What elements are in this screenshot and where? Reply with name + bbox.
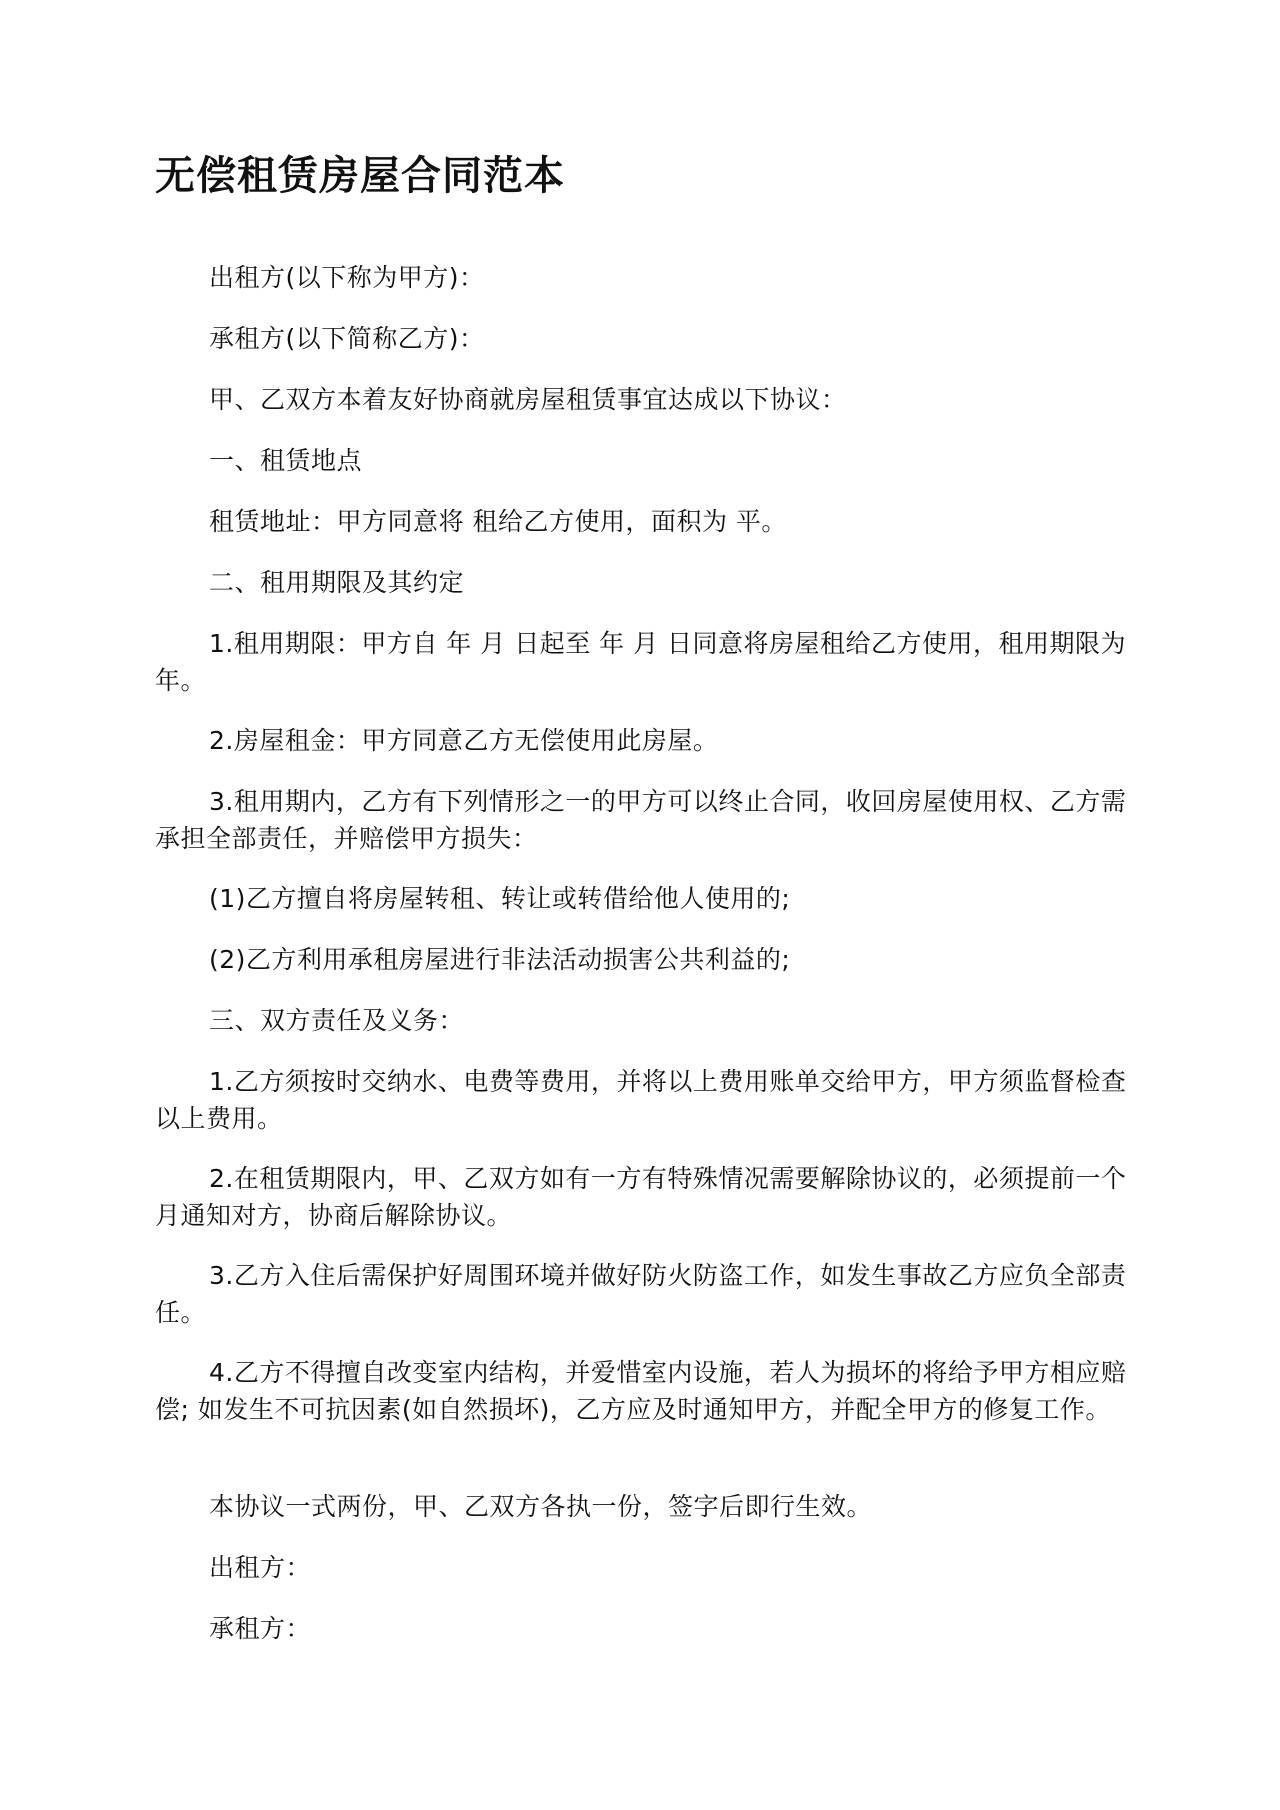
- term-clause-3-item-2: (2)乙方利用承租房屋进行非法活动损害公共利益的;: [209, 945, 791, 974]
- document-title: 无偿租赁房屋合同范本: [155, 153, 565, 199]
- signature-lessor: 出租方：: [209, 1553, 312, 1582]
- section-heading-location: 一、租赁地点: [209, 446, 363, 475]
- duty-clause-3: 3.乙方入住后需保护好周围环境并做好防火防盗工作，如发生事故乙方应负全部责任。: [155, 1261, 1127, 1327]
- lessee-line: 承租方(以下简称乙方)：: [209, 324, 485, 353]
- lease-address: 租赁地址：甲方同意将 租给乙方使用，面积为 平。: [209, 507, 787, 536]
- section-heading-term: 二、租用期限及其约定: [209, 568, 465, 597]
- effect-clause: 本协议一式两份，甲、乙双方各执一份，签字后即行生效。: [209, 1492, 873, 1521]
- duty-clause-1: 1.乙方须按时交纳水、电费等费用，并将以上费用账单交给甲方，甲方须监督检查以上费用。: [155, 1067, 1127, 1133]
- term-clause-3: 3.租用期内，乙方有下列情形之一的甲方可以终止合同，收回房屋使用权、乙方需承担全部责任，并赔偿甲方损失：: [155, 787, 1127, 853]
- term-clause-2: 2.房屋租金：甲方同意乙方无偿使用此房屋。: [209, 726, 719, 755]
- lessor-line: 出租方(以下称为甲方)：: [209, 263, 485, 292]
- agreement-intro: 甲、乙双方本着友好协商就房屋租赁事宜达成以下协议：: [209, 385, 847, 414]
- duty-clause-2: 2.在租赁期限内，甲、乙双方如有一方有特殊情况需要解除协议的，必须提前一个月通知对方，协商后解除协议。: [155, 1164, 1127, 1230]
- term-clause-3-item-1: (1)乙方擅自将房屋转租、转让或转借给他人使用的;: [209, 884, 791, 913]
- term-clause-1: 1.租用期限：甲方自 年 月 日起至 年 月 日同意将房屋租给乙方使用，租用期限为 年。: [155, 629, 1127, 695]
- section-heading-duties: 三、双方责任及义务：: [209, 1006, 465, 1035]
- signature-lessee: 承租方：: [209, 1614, 312, 1643]
- duty-clause-4: 4.乙方不得擅自改变室内结构，并爱惜室内设施，若人为损坏的将给予甲方相应赔偿; 如发生不可抗因素(如自然损坏)，乙方应及时通知甲方，并配全甲方的修复工作。: [155, 1358, 1127, 1424]
